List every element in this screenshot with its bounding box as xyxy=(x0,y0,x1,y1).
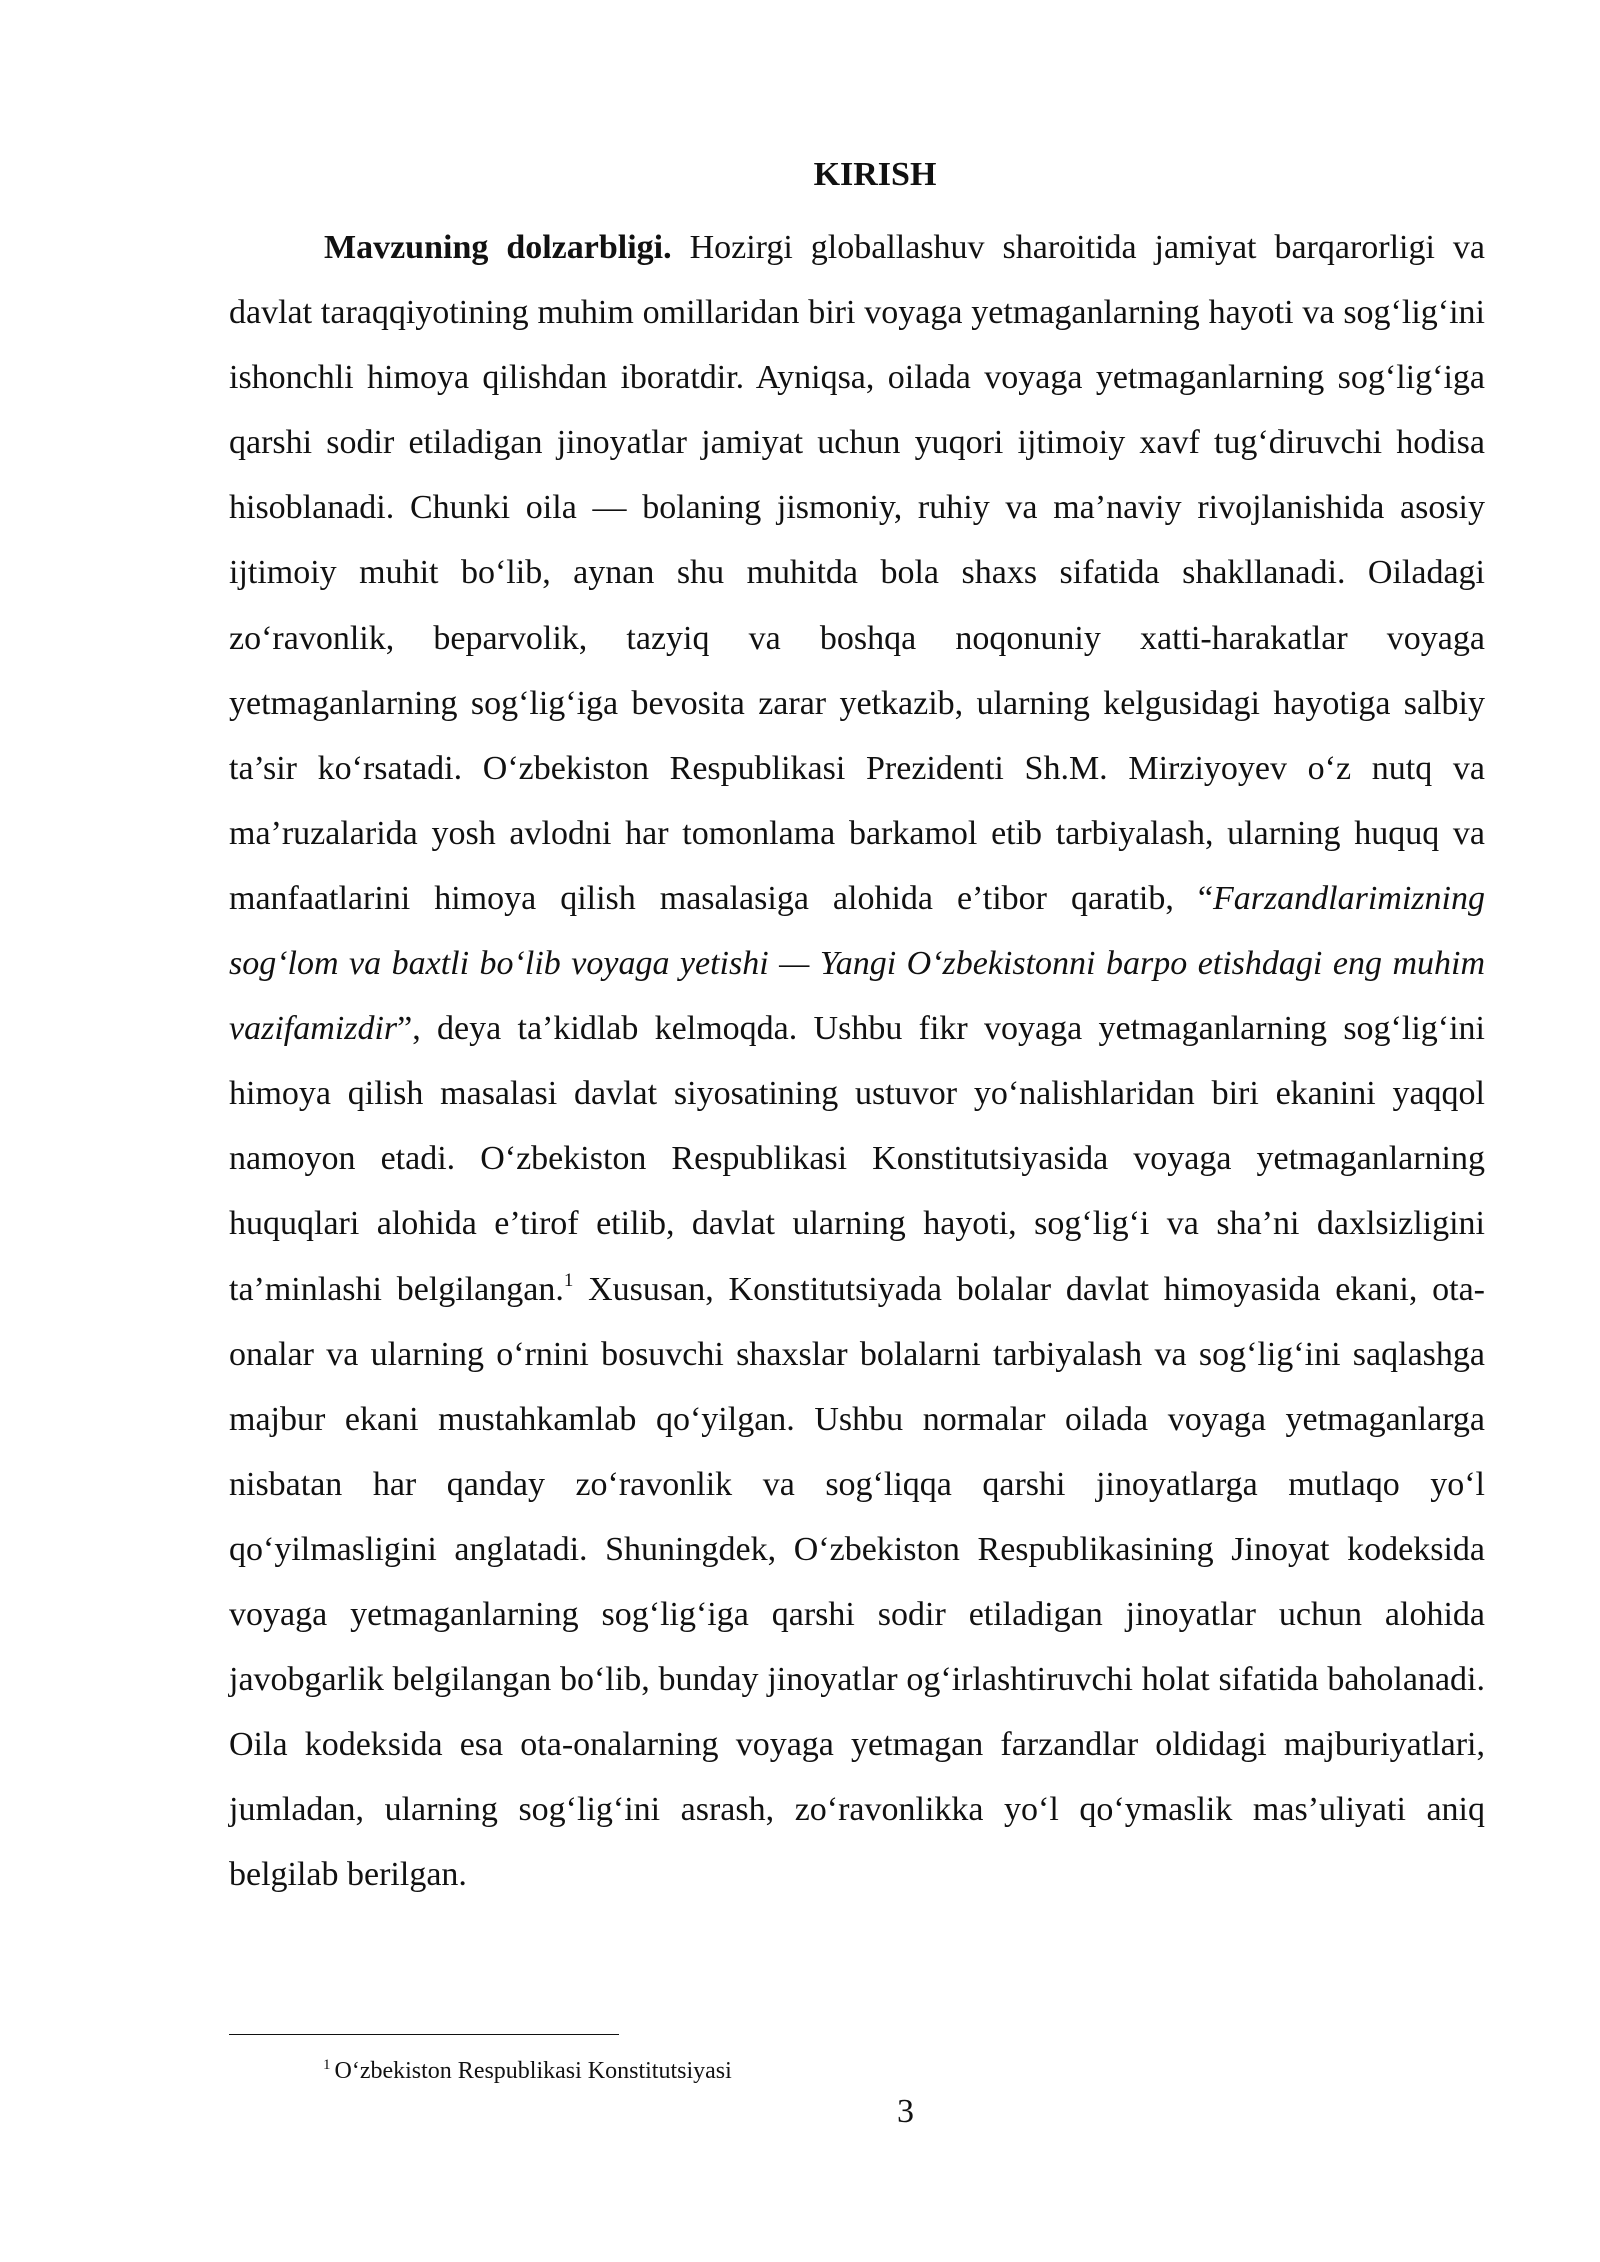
footnote-number: 1 xyxy=(323,2057,331,2073)
paragraph-text-3: Xususan, Konstitutsiyada bolalar davlat himoyasida ekani, ota-onalar va ularning o‘rnini bosuvchi shaxslar bolalarni tarbiyalash va sog‘lig‘ini saqlashga majbur ekani mustahkamlab qo‘yilgan. Ushbu normalar oilada voyaga yetmaganlarga nisbatan har qanday zo‘ravonlik va sog‘liqqa qarshi jinoyatlarga mutlaqo yo‘l qo‘yilmasligini anglatadi. Shuningdek, O‘zbekiston Respublikasining Jinoyat kodeksida voyaga yetmaganlarning sog‘lig‘iga qarshi sodir etiladigan jinoyatlar uchun alohida javobgarlik belgilangan bo‘lib, bunday jinoyatlar og‘irlashtiruvchi holat sifatida baholanadi. Oila kodeksida esa ota-onalarning voyaga yetmagan farzandlar oldidagi majburiyatlari, jumladan, ularning sog‘lig‘ini asrash, zo‘ravonlikka yo‘l qo‘ymaslik mas’uliyati aniq belgilab berilgan. xyxy=(229,1270,1486,1894)
footnote-separator xyxy=(229,2034,619,2035)
paragraph-text-2: ”, deya ta’kidlab kelmoqda. Ushbu fikr voyaga yetmaganlarning sog‘lig‘ini himoya qilish masalasi davlat siyosatining ustuvor yo‘nalishlaridan biri ekanini yaqqol namoyon etadi. O‘zbekiston Respublikasi Konstitutsiyasida voyaga yetmaganlarning huquqlari alohida e’tirof etilib, davlat ularning hayoti, sog‘lig‘i va sha’ni daxlsizligini ta’minlashi belgilangan. xyxy=(229,1010,1485,1308)
section-heading: KIRISH xyxy=(813,156,937,193)
footnote-text: O‘zbekiston Respublikasi Konstitutsiyasi xyxy=(334,2058,732,2084)
paragraph-text-1: Hozirgi globallashuv sharoitida jamiyat barqarorligi va davlat taraqqiyotining muhim omillaridan biri voyaga yetmaganlarning hayoti va sog‘lig‘ini ishonchli himoya qilishdan iboratdir. Ayniqsa, oilada voyaga yetmaganlarning sog‘lig‘iga qarshi sodir etiladigan jinoyatlar jamiyat uchun yuqori ijtimoiy xavf tug‘diruvchi hodisa hisoblanadi. Chunki oila — bolaning jismoniy, ruhiy va ma’naviy rivojlanishida asosiy ijtimoiy muhit bo‘lib, aynan shu muhitda bola shaxs sifatida shakllanadi. Oiladagi zo‘ravonlik, beparvolik, tazyiq va boshqa noqonuniy xatti-harakatlar voyaga yetmaganlarning sog‘lig‘iga bevosita zarar yetkazib, ularning kelgusidagi hayotiga salbiy ta’sir ko‘rsatadi. O‘zbekiston Respublikasi Prezidenti Sh.M. Mirziyoyev o‘z nutq va ma’ruzalarida yosh avlodni har tomonlama barkamol etib tarbiyalash, ularning huquq va manfaatlarini himoya qilish masalasiga alohida e’tibor qaratib, “ xyxy=(229,229,1485,917)
footnote xyxy=(323,2055,732,2087)
body-paragraph xyxy=(229,215,1485,1907)
paragraph-lead: Mavzuning dolzarbligi. xyxy=(324,229,672,266)
page-number: 3 xyxy=(897,2093,914,2130)
president-quote: Farzandlarimizning sog‘lom va baxtli bo‘lib voyaga yetishi — Yangi O‘zbekistonni barpo etishdagi eng muhim vazifamizdir xyxy=(229,879,1485,1048)
footnote-reference[interactable]: 1 xyxy=(563,1269,574,1291)
